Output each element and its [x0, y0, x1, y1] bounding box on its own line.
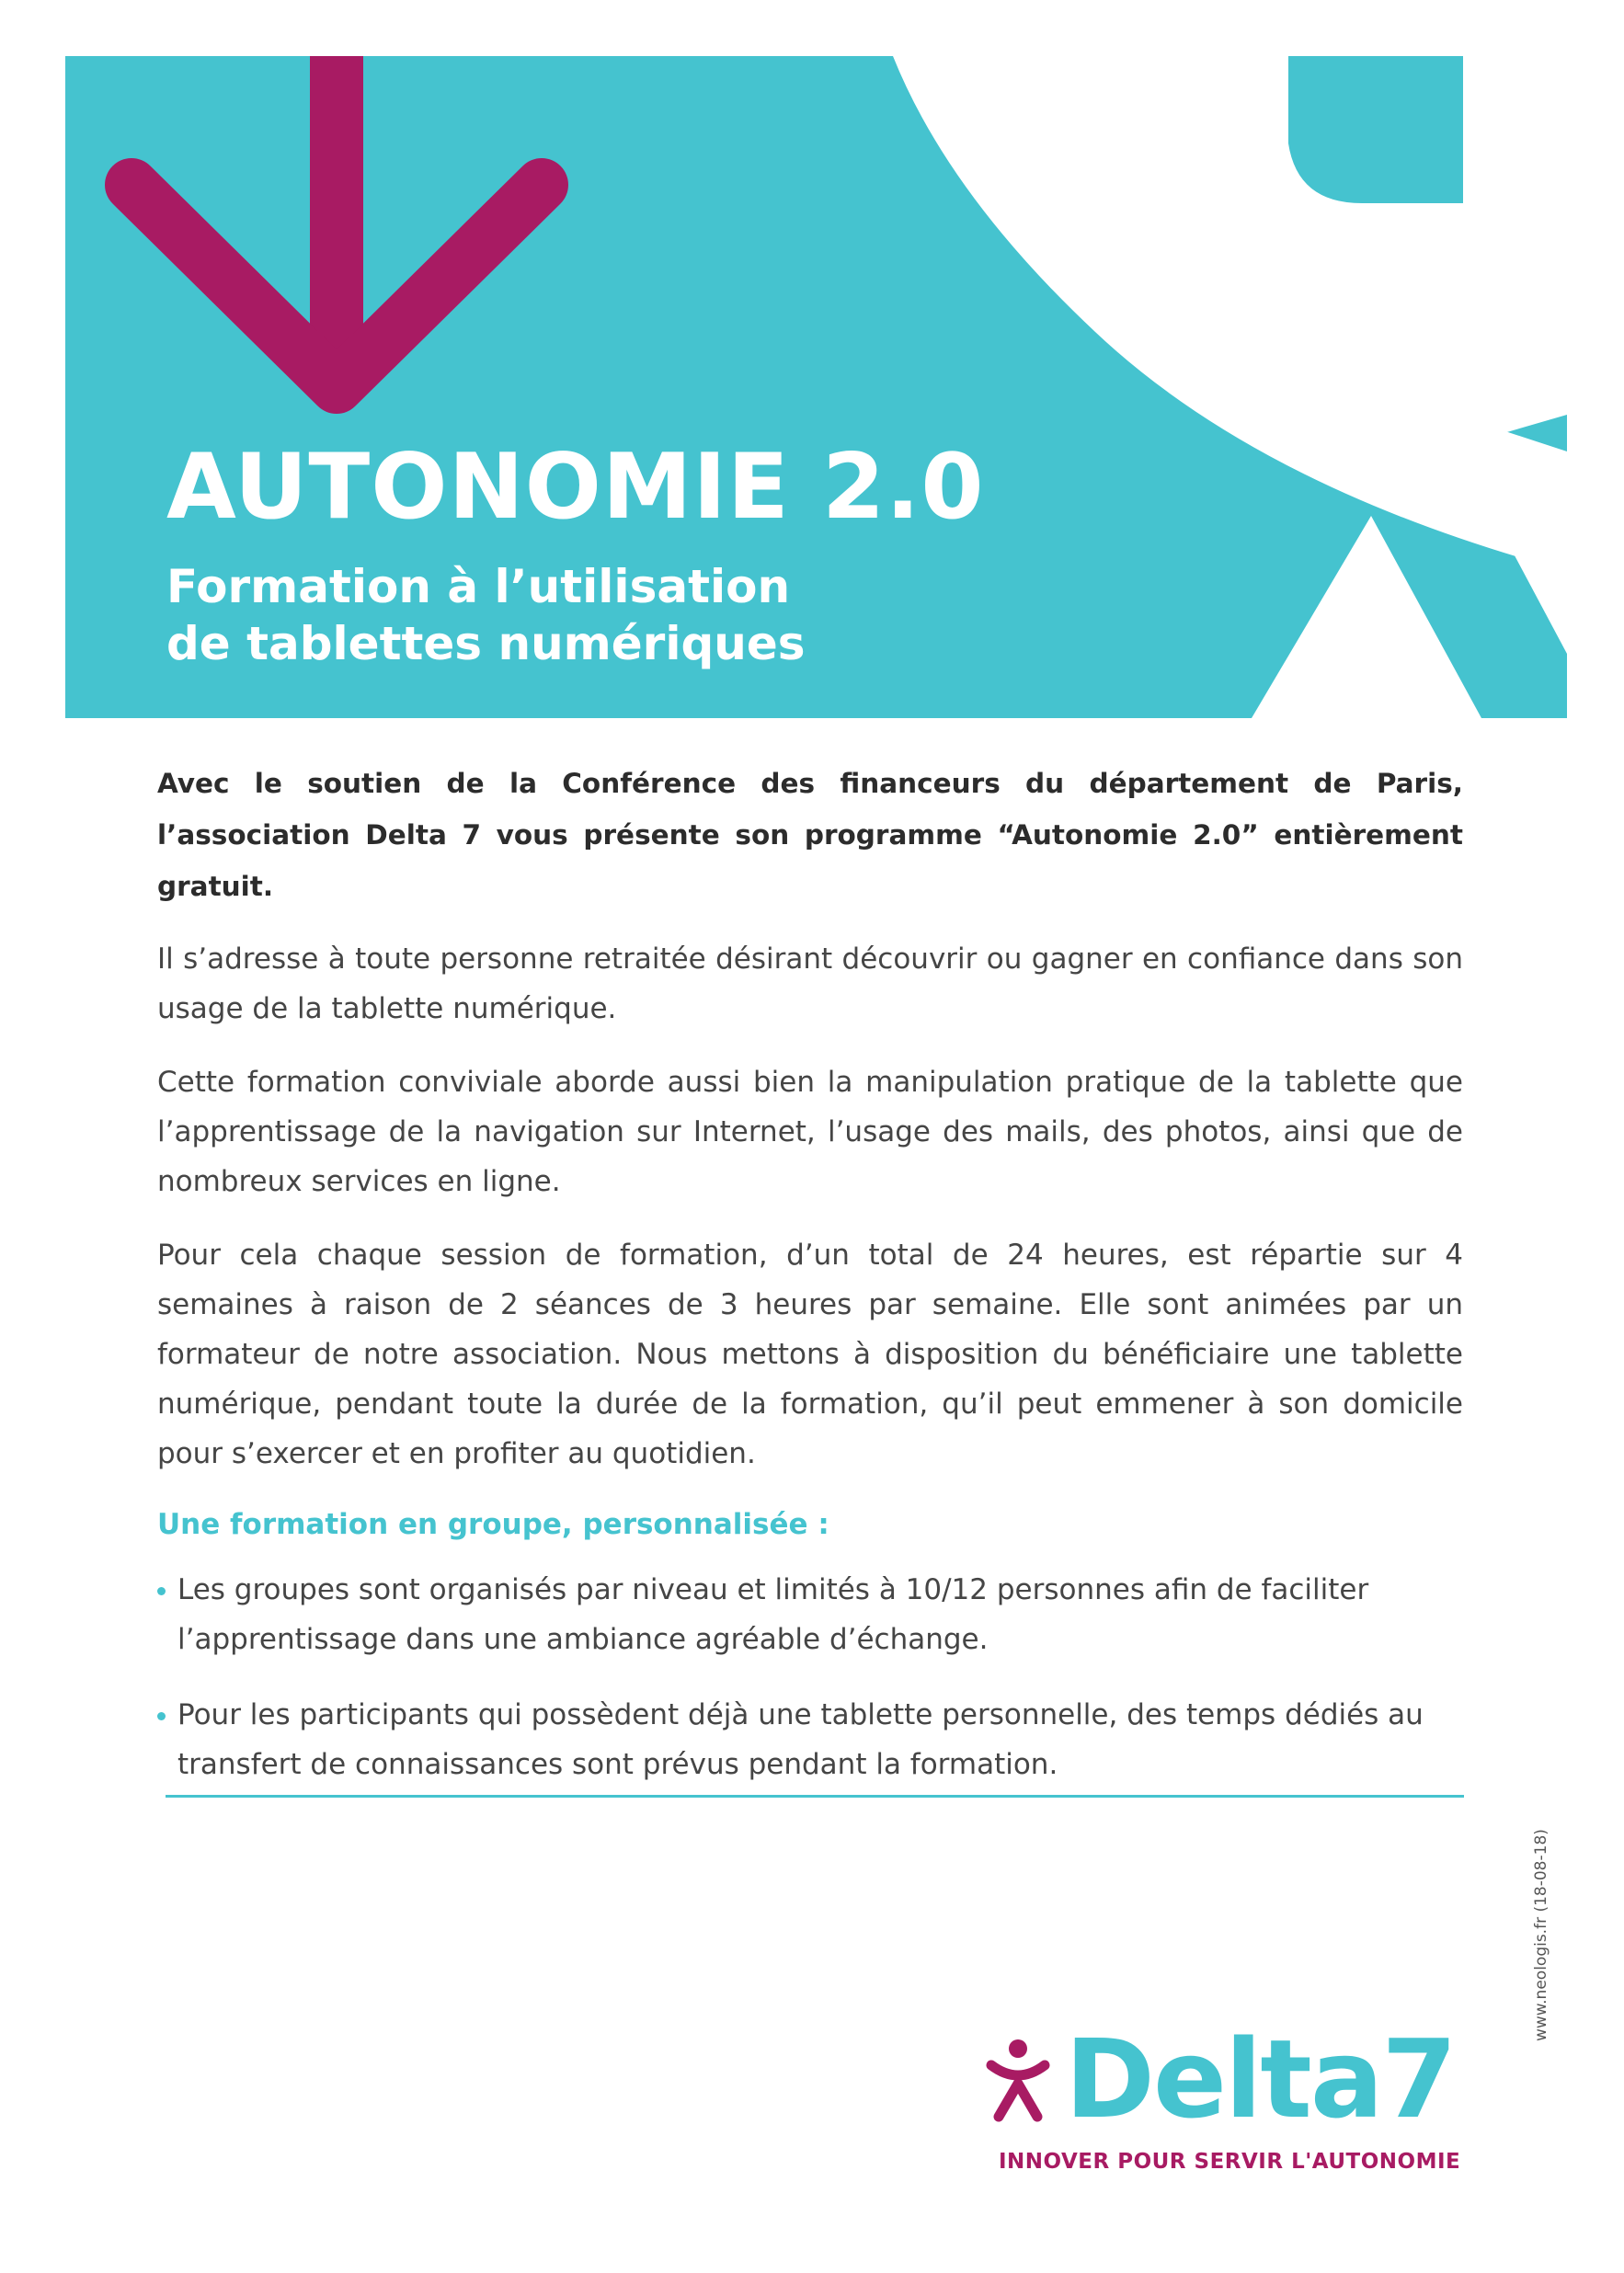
divider [166, 1795, 1464, 1798]
person-icon [986, 2038, 1050, 2122]
list-item [157, 1565, 1463, 1664]
paragraph-topics: Cette formation conviviale aborde aussi bien la manipulation pratique de la tablette que l’apprentissage de la navigation sur Internet, l’usage des mails, des photos, ainsi que de nombreux services en ligne. [157, 1066, 1463, 1198]
print-credit: www.neologis.fr (18-08-18) [1532, 1829, 1550, 2041]
page-title: AUTONOMIE 2.0 [166, 435, 985, 540]
subtitle-line-2: de tablettes numériques [166, 617, 806, 670]
logo-wordmark: Delta7 [1065, 2016, 1456, 2142]
logo-tagline: INNOVER POUR SERVIR L'AUTONOMIE [999, 2150, 1461, 2174]
bullet-icon [157, 1587, 166, 1595]
bullet-text: Les groupes sont organisés par niveau et limités à 10/12 personnes afin de faciliter l’apprentissage dans une ambiance agréable d’échange. [177, 1573, 1369, 1656]
section-heading: Une formation en groupe, personnalisée : [157, 1508, 829, 1541]
intro-paragraph: Avec le soutien de la Conférence des financeurs du département de Paris, l’association Delta 7 vous présente son programme “Autonomie 2.0” entièrement gratuit. [157, 768, 1463, 902]
paragraph-schedule: Pour cela chaque session de formation, d’un total de 24 heures, est répartie sur 4 semaines à raison de 2 séances de 3 heures par semaine. Elle sont animées par un formateur de notre association. Nous mettons à disposition du bénéficiaire une tablette numérique, pendant toute la durée de la formation, qu’il peut emmener à son domicile pour s’exercer et en profiter au quotidien. [157, 1239, 1463, 1470]
main-content [157, 758, 1463, 1815]
delta7-logo [982, 2016, 1479, 2181]
figure-notch [1288, 56, 1463, 203]
list-item [157, 1690, 1463, 1789]
white-triangle [1252, 516, 1481, 718]
bullet-list [157, 1565, 1463, 1789]
bullet-icon [157, 1712, 166, 1720]
paragraph-audience: Il s’adresse à toute personne retraitée désirant découvrir ou gagner en confiance dans son usage de la tablette numérique. [157, 942, 1463, 1025]
header-banner [65, 56, 1567, 718]
page-subtitle [166, 558, 806, 672]
bullet-text: Pour les participants qui possèdent déjà une tablette personnelle, des temps dédiés au transfert de connaissances sont prévus pendant la formation. [177, 1698, 1424, 1781]
subtitle-line-1: Formation à l’utilisation [166, 560, 791, 613]
arrow-down-icon [132, 56, 542, 387]
